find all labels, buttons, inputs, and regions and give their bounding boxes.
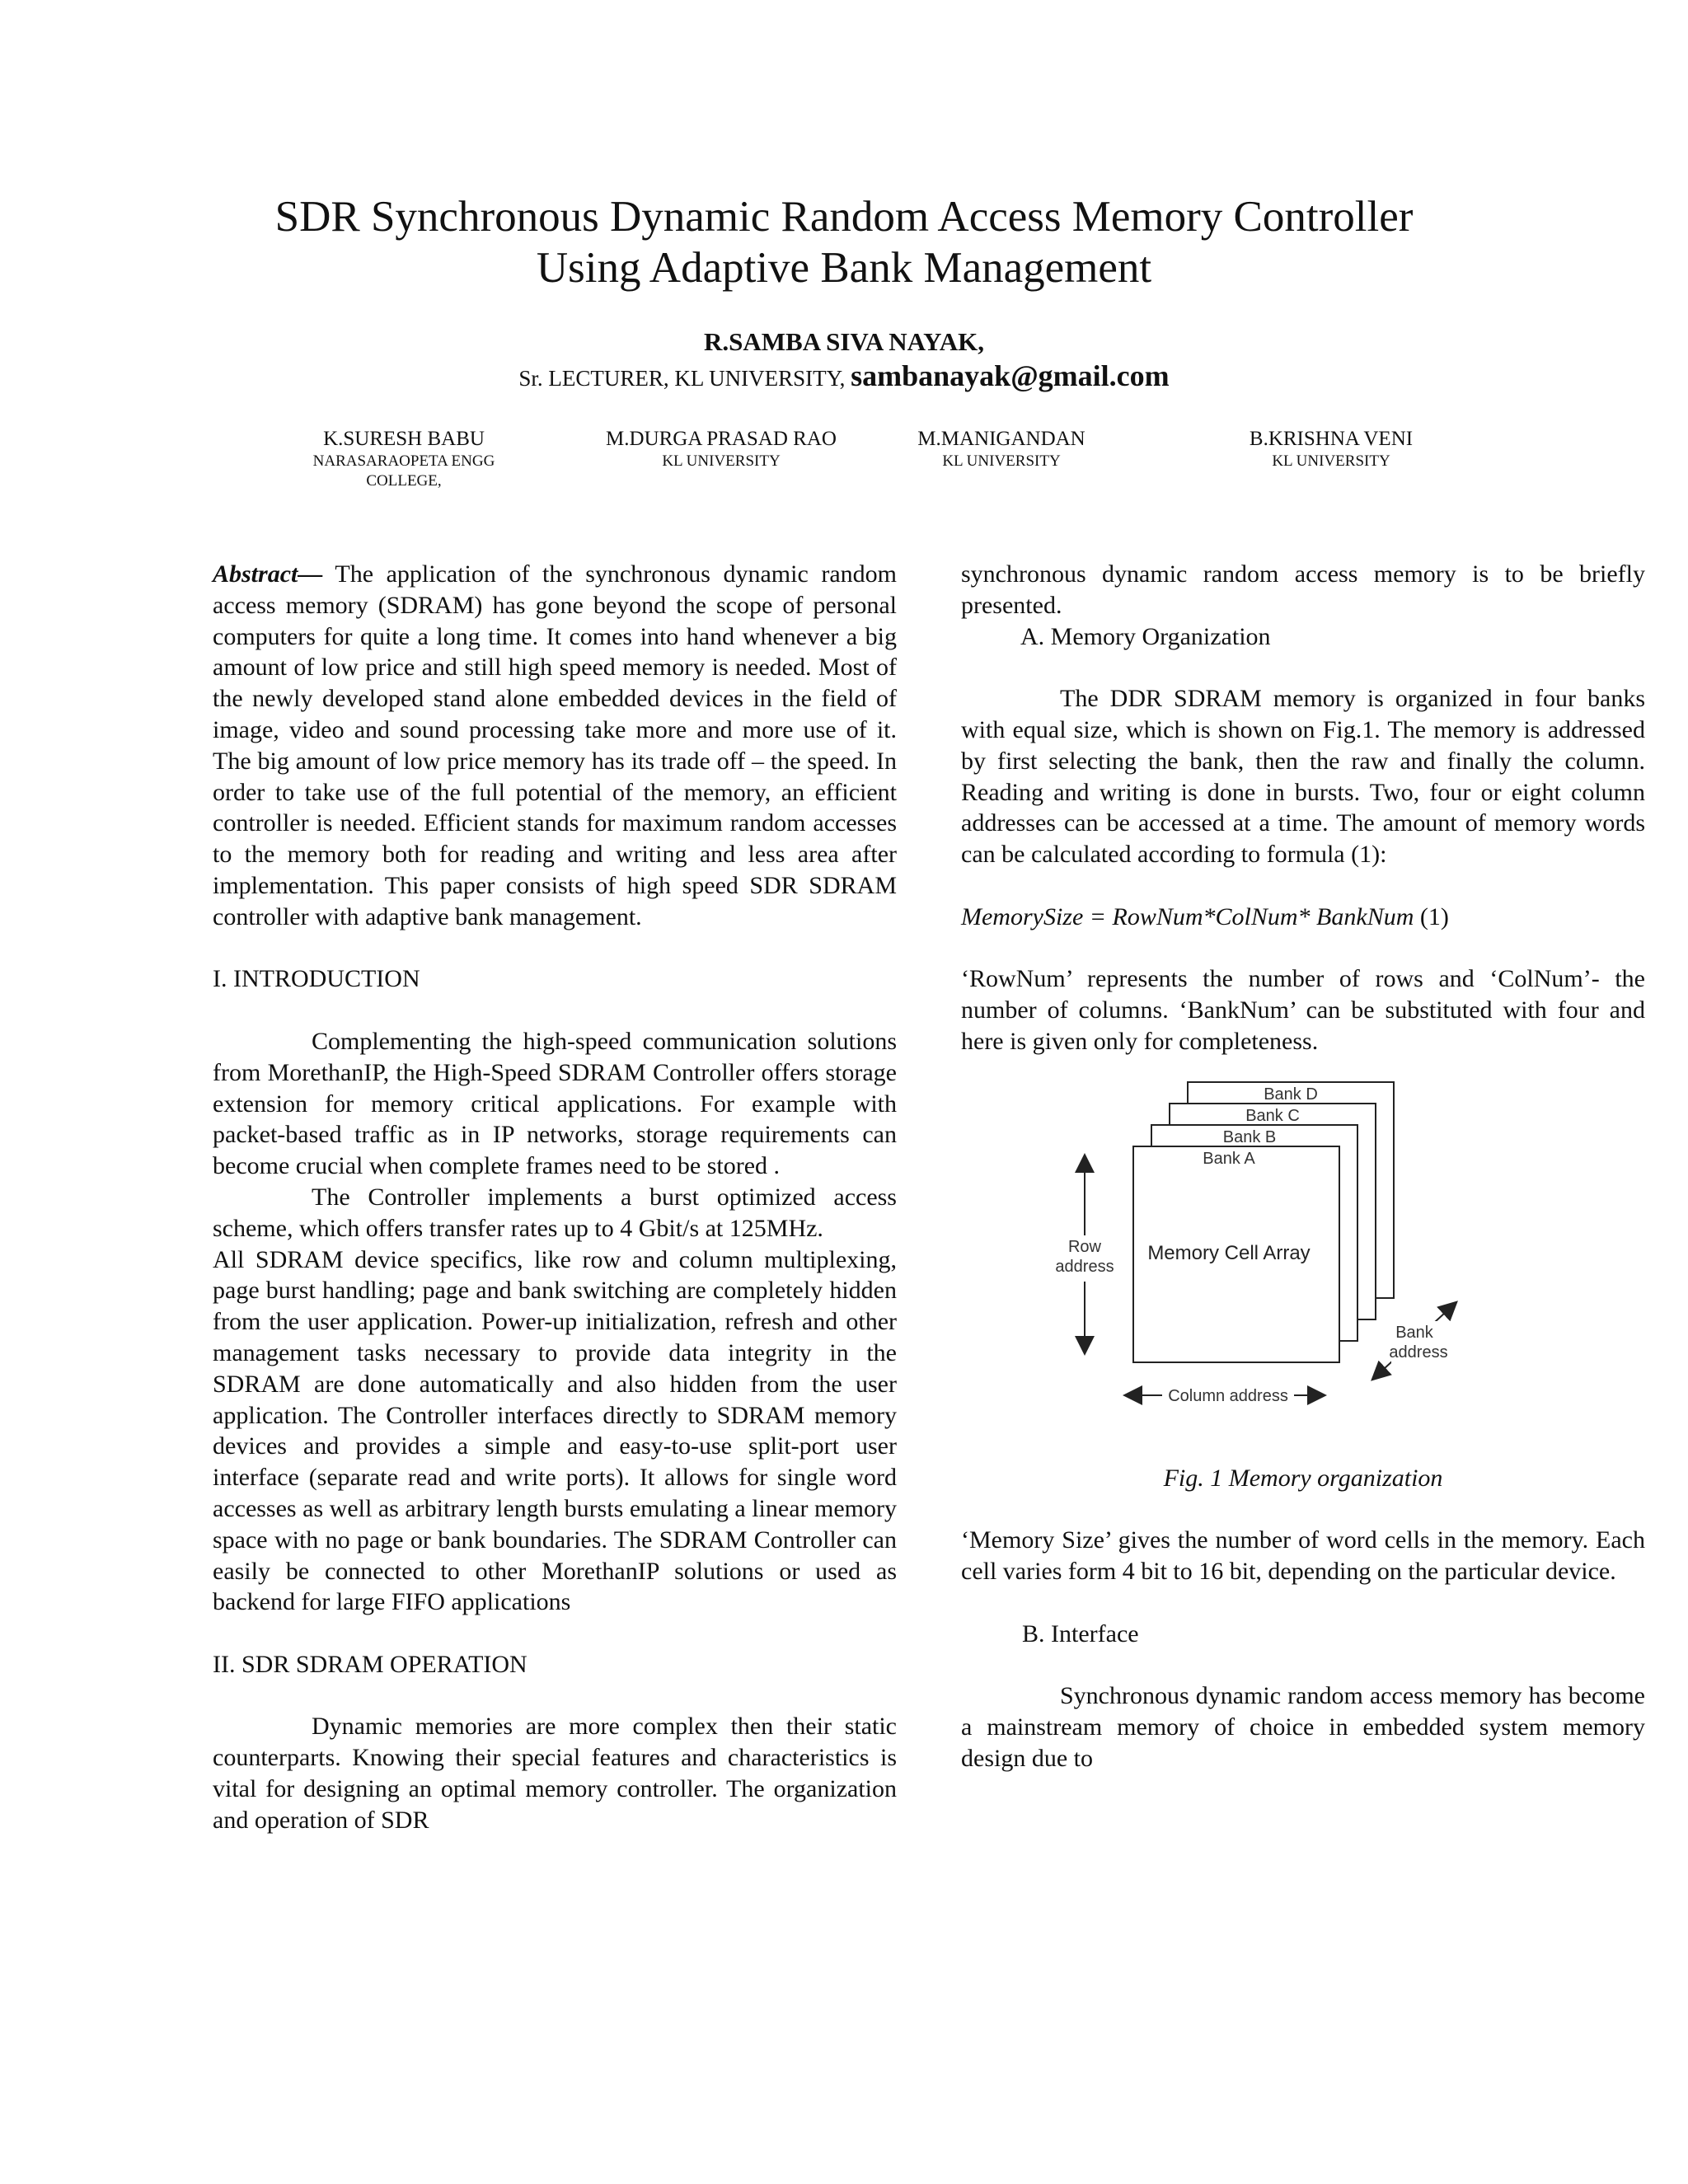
subsection-heading-interface: B. Interface xyxy=(1022,1619,1139,1647)
memory-cell-array-label: Memory Cell Array xyxy=(1147,1241,1311,1264)
coauthor-name: K.SURESH BABU xyxy=(323,428,485,450)
memory-organization-figure xyxy=(961,1074,1645,1445)
main-author-email: sambanayak@gmail.com xyxy=(851,359,1170,392)
abstract-label: Abstract— xyxy=(213,560,323,588)
bank-label-line-1: Bank xyxy=(1395,1323,1433,1342)
main-author-affiliation-text: Sr. LECTURER, KL UNIVERSITY, xyxy=(518,366,846,391)
main-author-name: R.SAMBA SIVA NAYAK, xyxy=(704,327,984,356)
coauthor-name: B.KRISHNA VENI xyxy=(1249,428,1414,450)
right-column xyxy=(961,559,1645,1774)
section-heading-operation: II. SDR SDRAM OPERATION xyxy=(213,1650,528,1678)
intro-paragraph-1: Complementing the high-speed communication solutions from MorethanIP, the High-Speed SDRAM Controller offers storage extension for memory critical applications. For example with packet-based traffic as in IP networks, storage requirements can become crucial when complete frames need to be stored . xyxy=(213,1027,897,1180)
paper-title xyxy=(0,191,1688,293)
title-line-1: SDR Synchronous Dynamic Random Access Memory Controller xyxy=(274,193,1414,241)
formula-number: (1) xyxy=(1414,902,1449,930)
operation-paragraph-1-continued: synchronous dynamic random access memory is to be briefly presented. xyxy=(961,560,1645,619)
memory-organization-paragraph-2: ‘RowNum’ represents the number of rows and ‘ColNum’- the number of columns. ‘BankNum’ can be substituted with four and here is given only for completeness. xyxy=(961,965,1645,1055)
coauthor-3 xyxy=(894,427,1109,471)
row-label-line-2: address xyxy=(1055,1257,1114,1276)
formula-expression: MemorySize = RowNum*ColNum* BankNum xyxy=(961,902,1414,930)
figure-caption: Fig. 1 Memory organization xyxy=(1163,1464,1443,1492)
coauthor-affiliation: NARASARAOPETA ENGG COLLEGE, xyxy=(312,452,495,490)
coauthor-2 xyxy=(585,427,857,471)
operation-paragraph-1: Dynamic memories are more complex then their static counterparts. Knowing their special features and characteristics is vital for designing an optimal memory controller. The organization and operation of SDR xyxy=(213,1713,897,1834)
intro-paragraph-2: The Controller implements a burst optimized access scheme, which offers transfer rates up to 4 Gbit/s at 125MHz. xyxy=(213,1183,897,1242)
column-address-label: Column address xyxy=(1168,1386,1288,1405)
abstract xyxy=(213,559,897,933)
coauthor-name: M.MANIGANDAN xyxy=(917,428,1085,450)
coauthor-affiliation: KL UNIVERSITY xyxy=(662,452,781,470)
left-column xyxy=(213,559,897,1836)
main-author-affiliation xyxy=(0,359,1688,393)
bank-d-label: Bank D xyxy=(1264,1085,1318,1104)
section-heading-introduction: I. INTRODUCTION xyxy=(213,965,420,993)
formula-1 xyxy=(961,902,1645,933)
coauthor-4 xyxy=(1228,427,1434,471)
interface-paragraph-1: Synchronous dynamic random access memory has become a mainstream memory of choice in embedded system memory design due to xyxy=(961,1682,1645,1772)
bank-label-line-2: address xyxy=(1389,1343,1448,1361)
memory-size-paragraph: ‘Memory Size’ gives the number of word cells in the memory. Each cell varies form 4 bit to 16 bit, depending on the particular device. xyxy=(961,1526,1645,1586)
row-label-line-1: Row xyxy=(1067,1237,1102,1256)
bank-a-label: Bank A xyxy=(1203,1149,1255,1168)
bank-b-label: Bank B xyxy=(1222,1127,1277,1146)
memory-organization-paragraph-1: The DDR SDRAM memory is organized in four banks with equal size, which is shown on Fig.1. The memory is addressed by first selecting the bank, then the raw and finally the column. Reading and writing is done in bursts. Two, four or eight column addresses can be accessed at a time. The amount of memory words can be calculated according to formula (1): xyxy=(961,685,1645,869)
coauthor-affiliation: KL UNIVERSITY xyxy=(1272,452,1390,470)
coauthor-1 xyxy=(280,427,528,491)
intro-paragraph-3: All SDRAM device specifics, like row and column multiplexing, page burst handling; page and bank switching are completely hidden from the user application. Power-up initialization, refresh and other management tasks necessary to provide data integrity in the SDRAM are done automatically and also hidden from the user application. The Controller interfaces directly to SDRAM memory devices and provides a simple and easy-to-use split-port user interface (separate read and write ports). It allows for single word accesses as well as arbitrary length bursts emulating a linear memory space with no page or bank boundaries. The SDRAM Controller can easily be connected to other MorethanIP solutions or used as backend for large FIFO applications xyxy=(213,1245,897,1616)
title-line-2: Using Adaptive Bank Management xyxy=(536,244,1152,292)
abstract-text: The application of the synchronous dynamic random access memory (SDRAM) has gone beyond the scope of personal computers for quite a long time. It comes into hand whenever a big amount of low price and still high speed memory is needed. Most of the newly developed stand alone embedded devices in the field of image, video and sound processing take more and more use of it. The big amount of low price memory has its trade off – the speed. In order to take use of the full potential of the memory, an efficient controller is needed. Efficient stands for maximum random accesses to the memory both for reading and writing and less area after implementation. This paper consists of high speed SDR SDRAM controller with adaptive bank management. xyxy=(213,560,897,930)
coauthor-affiliation: KL UNIVERSITY xyxy=(942,452,1061,470)
subsection-heading-memory-organization: A. Memory Organization xyxy=(1020,622,1271,650)
bank-c-label: Bank C xyxy=(1245,1106,1300,1125)
coauthor-name: M.DURGA PRASAD RAO xyxy=(606,428,837,450)
